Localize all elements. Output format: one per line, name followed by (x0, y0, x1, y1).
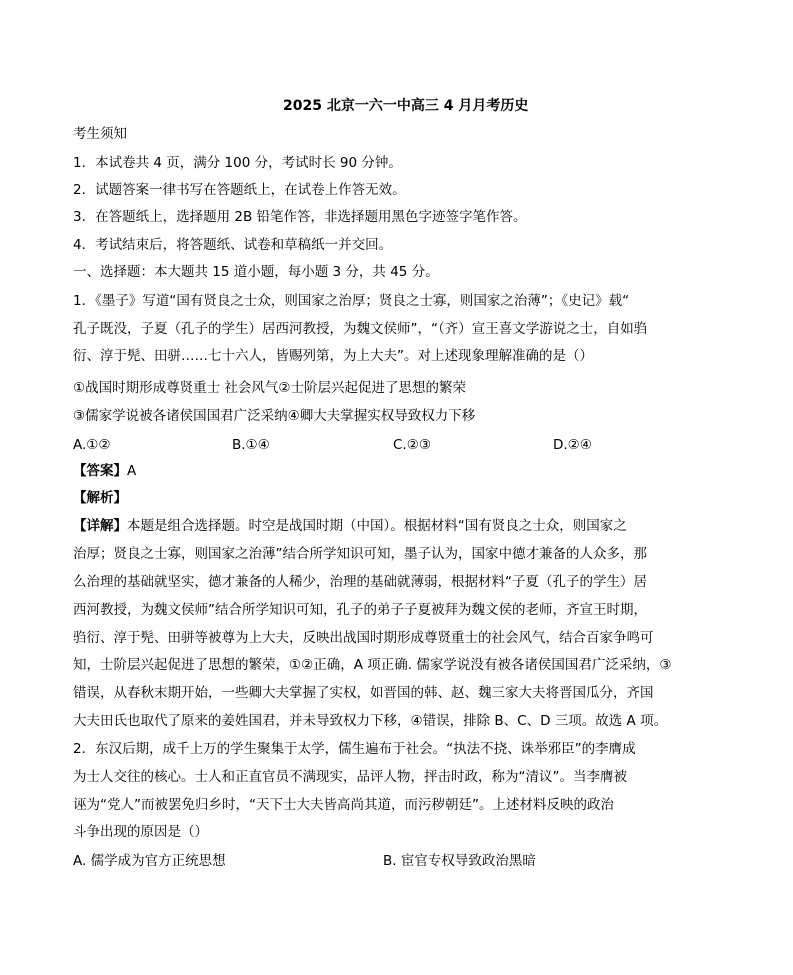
answer-label: 【答案】 (73, 463, 127, 479)
q1-detail-line: 治厚；贤良之士寡，则国家之治薄”结合所学知识可知，墨子认为，国家中德才兼备的人众多，那 (73, 546, 647, 562)
page-title: 2025 北京一六一中高三 4 月月考历史 (283, 98, 529, 114)
q1-detail-line: 么治理的基础就坚实，德才兼备的人稀少，治理的基础就薄弱，根据材料“子夏（孔子的学生）居 (73, 574, 647, 590)
q2-stem-line: 诬为“党人”而被罢免归乡时，“天下士大夫皆高尚其道，而污秽朝廷”。上述材料反映的政治 (73, 797, 614, 813)
notice-item: 2．试题答案一律书写在答题纸上，在试卷上作答无效。 (73, 182, 406, 198)
q2-option-a: A. 儒学成为官方正统思想 (73, 853, 226, 869)
notice-heading: 考生须知 (73, 126, 127, 142)
q1-statement: ①战国时期形成尊贤重士 社会风气②士阶层兴起促进了思想的繁荣 (73, 380, 466, 396)
q1-detail-line: 知，士阶层兴起促进了思想的繁荣，①②正确，A 项正确. 儒家学说没有被各诸侯国国君广泛采纳，③ (73, 657, 672, 673)
answer-value: A (127, 463, 137, 479)
analysis-label: 【解析】 (73, 490, 127, 506)
q1-stem-line: 孔子既没，子夏（孔子的学生）居西河教授，为魏文侯师”，“（齐）宣王喜文学游说之士，自如驺 (73, 321, 648, 337)
q1-detail-line: 错误，从春秋末期开始，一些卿大夫掌握了实权，如晋国的韩、赵、魏三家大夫将晋国瓜分，齐国 (73, 685, 654, 701)
q1-option-d: D.②④ (553, 437, 592, 453)
q1-option-a: A.①② (73, 437, 111, 453)
q1-detail-line: 驺衍、淳于髡、田骈等被尊为上大夫，反映出战国时期形成尊贤重士的社会风气，结合百家争鸣可 (73, 630, 654, 646)
notice-item: 4．考试结束后，将答题纸、试卷和草稿纸一并交回。 (73, 237, 393, 253)
q2-stem-line: 2．东汉后期，成千上万的学生聚集于太学，儒生遍布于社会。“执法不挠、诛举邪臣”的李膺成 (73, 741, 636, 757)
q1-statement: ③儒家学说被各诸侯国国君广泛采纳④卿大夫掌握实权导致权力下移 (73, 408, 476, 424)
q1-option-b: B.①④ (232, 437, 270, 453)
q1-stem-line: 1．《墨子》写道“国有贤良之士众，则国家之治厚；贤良之士寡，则国家之治薄”；《史记》载“ (73, 293, 630, 309)
q1-detail-line (73, 517, 627, 535)
q2-stem-line: 斗争出现的原因是（） (73, 824, 208, 840)
section-heading: 一、选择题：本大题共 15 道小题，每小题 3 分，共 45 分。 (73, 264, 439, 280)
notice-item: 3．在答题纸上，选择题用 2B 铅笔作答，非选择题用黑色字迹签字笔作答。 (73, 209, 527, 225)
q1-detail-line: 大夫田氏也取代了原来的姜姓国君，并未导致权力下移，④错误，排除 B、C、D 三项。故选 A 项。 (73, 713, 668, 729)
detail-text: 本题是组合选择题。时空是战国时期（中国）。根据材料“国有贤良之士众，则国家之 (127, 518, 627, 534)
q1-answer (73, 462, 136, 480)
q1-stem-line: 衍、淳于髡、田骈……七十六人，皆赐列第，为上大夫”。对上述现象理解准确的是（） (73, 348, 593, 364)
q1-detail-line: 西河教授，为魏文侯师”结合所学知识可知，孔子的弟子子夏被拜为魏文侯的老师，齐宣王时期， (73, 602, 647, 618)
q2-stem-line: 为士人交往的核心。士人和正直官员不满现实，品评人物，抨击时政，称为“清议”。当李膺被 (73, 769, 627, 785)
q1-option-c: C.②③ (393, 437, 431, 453)
q2-option-b: B. 宦官专权导致政治黑暗 (383, 853, 536, 869)
notice-item: 1．本试卷共 4 页，满分 100 分，考试时长 90 分钟。 (73, 155, 402, 171)
detail-label: 【详解】 (73, 518, 127, 534)
